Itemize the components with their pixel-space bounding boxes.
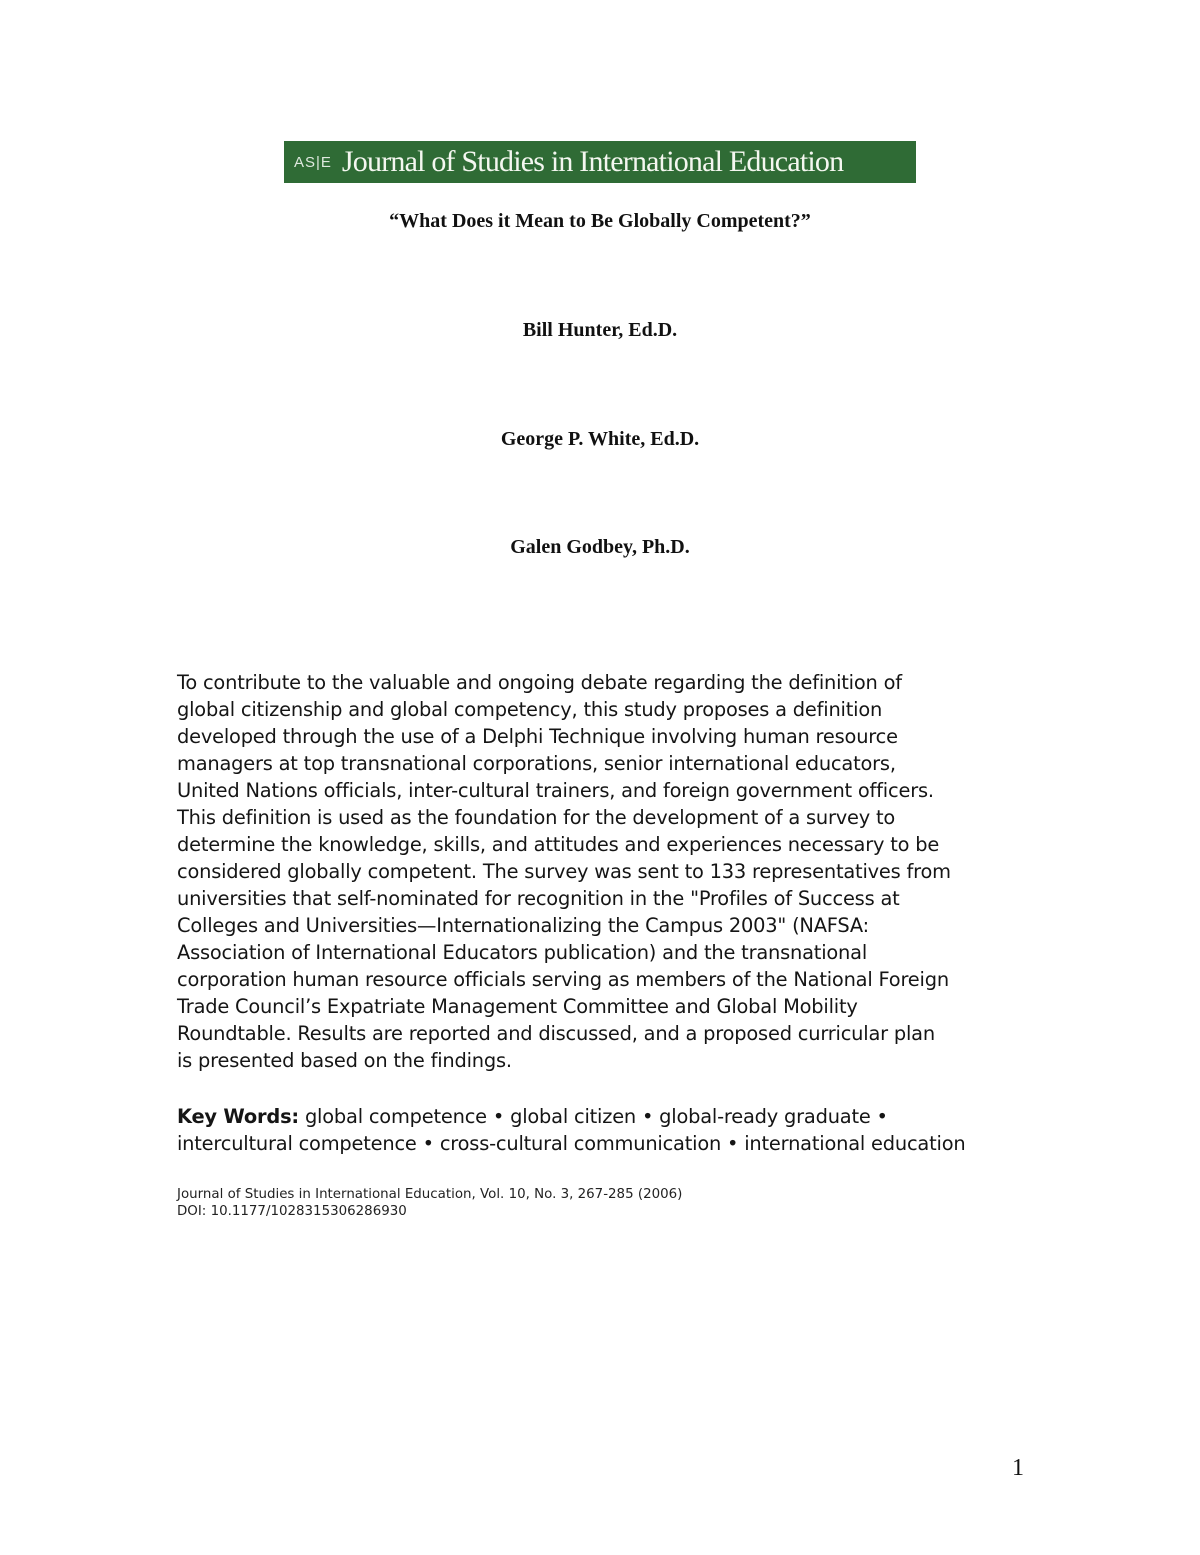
abstract-line: global citizenship and global competency, this study proposes a definition xyxy=(177,698,883,721)
abstract-line: developed through the use of a Delphi Technique involving human resource xyxy=(177,725,898,748)
abstract-paragraph xyxy=(177,669,1027,1074)
keywords-line-2: intercultural competence • cross-cultural communication • international education xyxy=(177,1132,966,1155)
abstract-line: This definition is used as the foundation for the development of a survey to xyxy=(177,806,896,829)
doi: DOI: 10.1177/1028315306286930 xyxy=(177,1204,407,1219)
abstract-line: corporation human resource officials serving as members of the National Foreign xyxy=(177,968,949,991)
journal-banner-title: Journal of Studies in International Education xyxy=(341,145,844,178)
abstract-line: Colleges and Universities—Internationalizing the Campus 2003" (NAFSA: xyxy=(177,914,869,937)
citation-block xyxy=(177,1186,682,1220)
abstract-line: To contribute to the valuable and ongoing debate regarding the definition of xyxy=(177,671,902,694)
abstract-line: Roundtable. Results are reported and discussed, and a proposed curricular plan xyxy=(177,1022,935,1045)
author-name: Galen Godbey, Ph.D. xyxy=(510,536,690,558)
abstract-line: United Nations officials, inter-cultural trainers, and foreign government officers. xyxy=(177,779,934,802)
abstract-line: managers at top transnational corporations, senior international educators, xyxy=(177,752,896,775)
abstract-line: Association of International Educators publication) and the transnational xyxy=(177,941,868,964)
journal-citation: Journal of Studies in International Education, Vol. 10, No. 3, 267-285 (2006) xyxy=(177,1187,683,1202)
asie-logo-mark: AS|E xyxy=(294,153,332,171)
keywords-block xyxy=(177,1103,1037,1157)
keywords-line-1 xyxy=(177,1103,1037,1130)
article-title: “What Does it Mean to Be Globally Competent?” xyxy=(389,210,811,232)
page-number: 1 xyxy=(1012,1455,1024,1481)
author-name: George P. White, Ed.D. xyxy=(500,428,700,450)
journal-banner-logo xyxy=(284,141,916,183)
abstract-line: is presented based on the findings. xyxy=(177,1049,512,1072)
abstract-line: universities that self-nominated for recognition in the "Profiles of Success at xyxy=(177,887,900,910)
abstract-line: Trade Council’s Expatriate Management Committee and Global Mobility xyxy=(177,995,858,1018)
abstract-line: determine the knowledge, skills, and attitudes and experiences necessary to be xyxy=(177,833,940,856)
keywords-label: Key Words: xyxy=(177,1105,299,1128)
author-name: Bill Hunter, Ed.D. xyxy=(522,319,678,341)
abstract-line: considered globally competent. The survey was sent to 133 representatives from xyxy=(177,860,951,883)
keywords-text: global competence • global citizen • global-ready graduate • xyxy=(298,1105,888,1128)
